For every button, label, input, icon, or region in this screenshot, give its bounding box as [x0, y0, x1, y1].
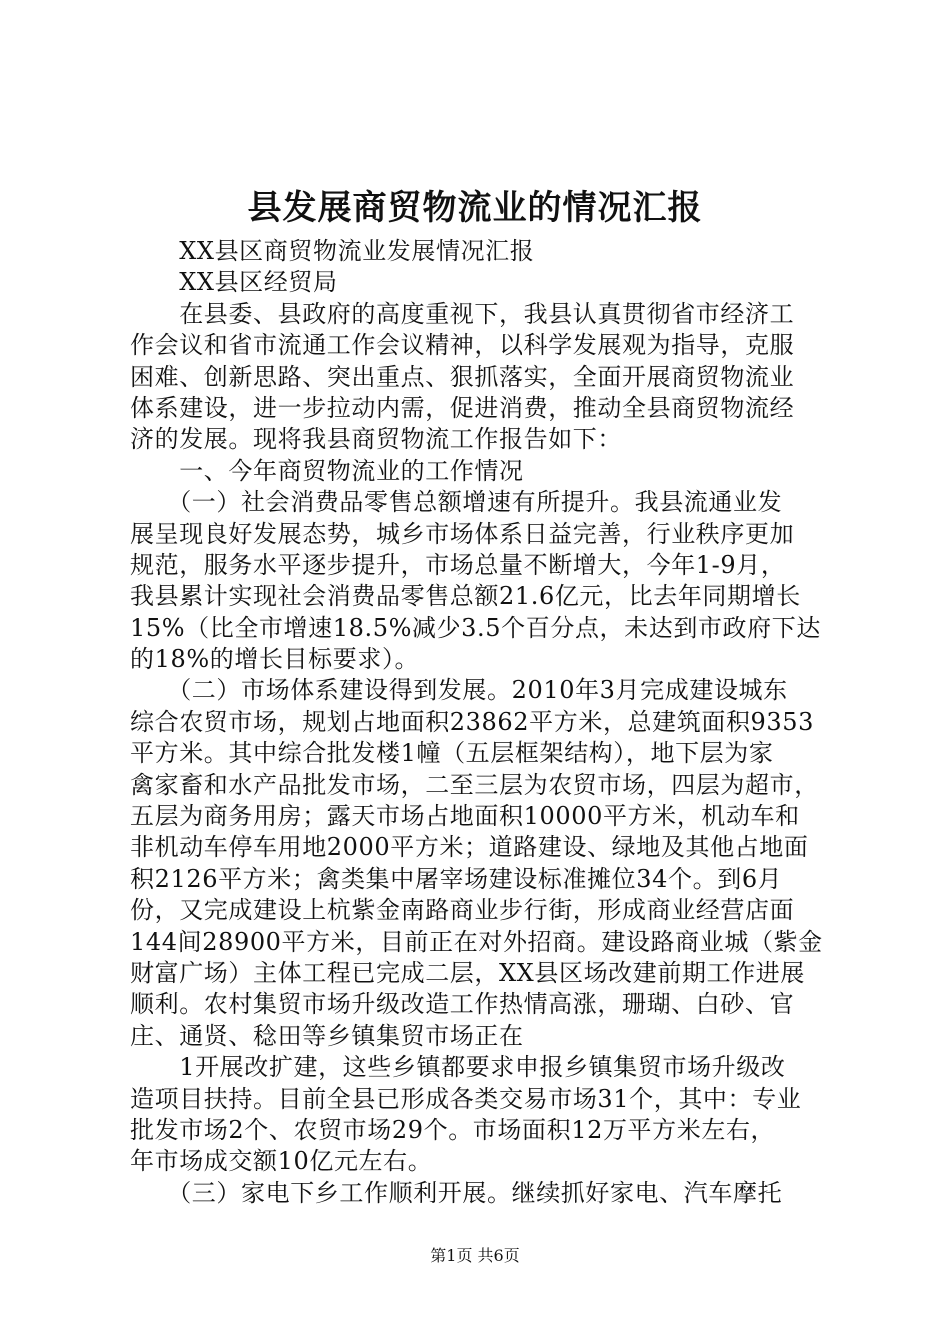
body-line: 作会议和省市流通工作会议精神，以科学发展观为指导，克服 — [130, 331, 795, 360]
body-line: 体系建设，进一步拉动内需，促进消费，推动全县商贸物流经 — [130, 393, 795, 422]
body-line: 禽家畜和水产品批发市场，二至三层为农贸市场，四层为超市， — [130, 770, 819, 799]
body-line: 144间28900平方米，目前正在对外招商。建设路商业城（紫金 — [130, 927, 823, 956]
page-number-footer: 第1页 共6页 — [430, 1246, 520, 1265]
body-line: XX县区经贸局 — [130, 268, 338, 297]
body-line: 1开展改扩建，这些乡镇都要求申报乡镇集贸市场升级改 — [130, 1053, 786, 1082]
body-line: 我县累计实现社会消费品零售总额21.6亿元，比去年同期增长 — [130, 582, 801, 611]
body-line: 的18%的增长目标要求）。 — [130, 645, 420, 674]
body-line: 综合农贸市场，规划占地面积23862平方米，总建筑面积9353 — [130, 707, 815, 736]
body-line: 济的发展。现将我县商贸物流工作报告如下： — [130, 425, 622, 454]
body-line: 15%（比全市增速18.5%减少3.5个百分点，未达到市政府下达 — [130, 613, 821, 642]
body-line: 规范，服务水平逐步提升，市场总量不断增大，今年1-9月， — [130, 550, 786, 579]
body-line: 展呈现良好发展态势，城乡市场体系日益完善，行业秩序更加 — [130, 519, 795, 548]
body-line: 五层为商务用房；露天市场占地面积10000平方米，机动车和 — [130, 802, 800, 831]
body-line: 困难、创新思路、突出重点、狠抓落实，全面开展商贸物流业 — [130, 362, 795, 391]
body-line: 顺利。农村集贸市场升级改造工作热情高涨，珊瑚、白砂、官 — [130, 990, 795, 1019]
document-body — [130, 236, 842, 1209]
body-line: 财富广场）主体工程已完成二层，XX县区场改建前期工作进展 — [130, 958, 805, 987]
section-heading: 一、今年商贸物流业的工作情况 — [130, 456, 524, 485]
body-line: 庄、通贤、稔田等乡镇集贸市场正在 — [130, 1021, 524, 1050]
body-line: 在县委、县政府的高度重视下，我县认真贯彻省市经济工 — [130, 299, 795, 328]
body-line: （一）社会消费品零售总额增速有所提升。我县流通业发 — [130, 488, 783, 517]
body-line: （三）家电下乡工作顺利开展。继续抓好家电、汽车摩托 — [130, 1178, 783, 1207]
body-line: 非机动车停车用地2000平方米；道路建设、绿地及其他占地面 — [130, 833, 809, 862]
body-line: （二）市场体系建设得到发展。2010年3月完成建设城东 — [130, 676, 788, 705]
body-line: 积2126平方米；禽类集中屠宰场建设标准摊位34个。到6月 — [130, 864, 783, 893]
body-line: 年市场成交额10亿元左右。 — [130, 1147, 433, 1176]
body-line: 份，又完成建设上杭紫金南路商业步行街，形成商业经营店面 — [130, 896, 795, 925]
body-line: 批发市场2个、农贸市场29个。市场面积12万平方米左右， — [130, 1115, 776, 1144]
document-title: 县发展商贸物流业的情况汇报 — [247, 188, 703, 228]
body-line: 平方米。其中综合批发楼1幢（五层框架结构），地下层为家 — [130, 739, 774, 768]
body-line: XX县区商贸物流业发展情况汇报 — [130, 237, 535, 265]
body-line: 造项目扶持。目前全县已形成各类交易市场31个，其中：专业 — [130, 1084, 802, 1113]
